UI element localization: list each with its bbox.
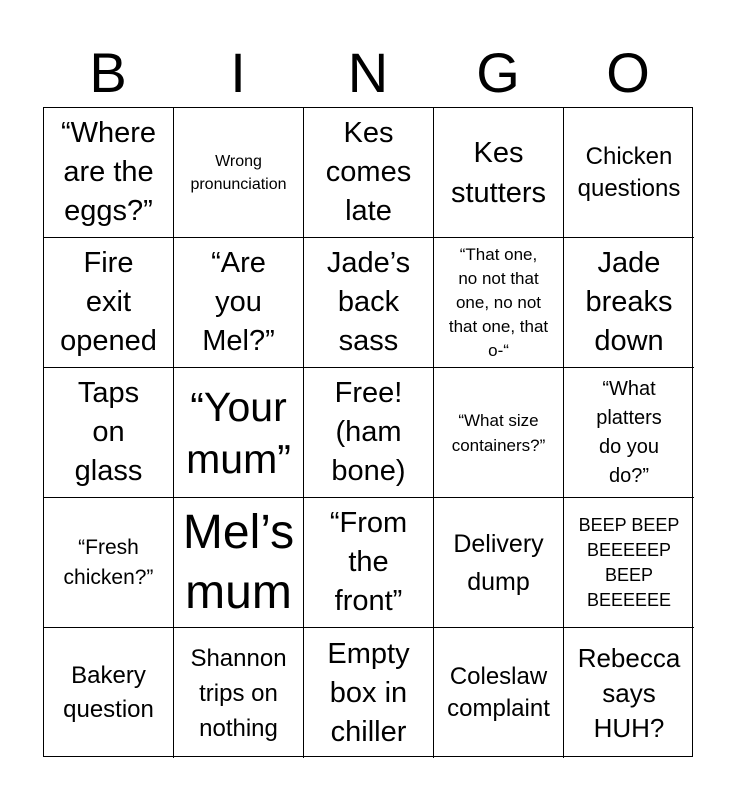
bingo-cell[interactable] [564, 368, 694, 498]
cell-text: Taps on glass [74, 377, 143, 487]
cell-text: “What size containers?” [451, 410, 546, 455]
bingo-cell[interactable] [564, 628, 694, 758]
cell-text: Kes stutters [450, 136, 547, 209]
cell-text: Jade’s back sass [326, 247, 411, 357]
bingo-cell[interactable] [44, 108, 174, 238]
cell-text: Kes comes late [325, 117, 412, 227]
cell-text: Delivery dump [453, 529, 544, 596]
cell-text: “Fresh chicken?” [63, 535, 154, 589]
cell-text: “From the front” [329, 507, 408, 617]
bingo-cell[interactable] [304, 498, 434, 628]
cell-text: Mel’s mum [182, 505, 295, 619]
bingo-cell[interactable] [434, 498, 564, 628]
cell-text: “What platters do you do?” [596, 377, 662, 487]
header-letter-g: G [476, 41, 520, 104]
bingo-cell[interactable] [304, 368, 434, 498]
header-letter-i: I [230, 41, 246, 104]
bingo-cell[interactable] [434, 628, 564, 758]
bingo-cell[interactable] [564, 238, 694, 368]
cell-text: BEEP BEEP BEEEEEP BEEP BEEEEEE [578, 514, 680, 610]
bingo-cell[interactable] [174, 498, 304, 628]
header-letter-o: O [606, 41, 650, 104]
cell-text: Bakery question [63, 662, 154, 723]
bingo-cell[interactable] [44, 368, 174, 498]
cell-text: Empty box in chiller [327, 637, 410, 748]
cell-text: Jade breaks down [585, 247, 673, 357]
bingo-grid [43, 107, 693, 757]
bingo-cell[interactable] [304, 628, 434, 758]
cell-text: Fire exit opened [60, 247, 157, 357]
cell-text: “That one, no not that one, no not that one, that o-“ [448, 244, 549, 360]
bingo-cell[interactable] [44, 498, 174, 628]
cell-text: Coleslaw complaint [447, 663, 550, 722]
bingo-cell[interactable] [44, 628, 174, 758]
cell-text: Shannon trips on nothing [190, 644, 287, 742]
bingo-header [43, 40, 693, 106]
header-letter-n: N [347, 41, 389, 104]
bingo-cell[interactable] [174, 238, 304, 368]
cell-text: Free! (ham bone) [331, 377, 406, 487]
bingo-cell[interactable] [434, 368, 564, 498]
cell-text: “Your mum” [186, 383, 291, 482]
bingo-cell[interactable] [304, 238, 434, 368]
cell-text: Wrong pronunciation [190, 152, 287, 193]
bingo-cell[interactable] [434, 108, 564, 238]
header-letter-b: B [89, 41, 127, 104]
bingo-cell[interactable] [174, 108, 304, 238]
cell-text: Chicken questions [577, 142, 681, 202]
bingo-cell[interactable] [564, 108, 694, 238]
bingo-cell[interactable] [564, 498, 694, 628]
bingo-cell[interactable] [44, 238, 174, 368]
bingo-cell[interactable] [174, 368, 304, 498]
cell-text: “Are you Mel?” [202, 247, 275, 357]
bingo-cell[interactable] [304, 108, 434, 238]
bingo-cell[interactable] [434, 238, 564, 368]
bingo-cell[interactable] [174, 628, 304, 758]
cell-text: “Where are the eggs?” [60, 117, 157, 227]
cell-text: Rebecca says HUH? [577, 642, 681, 743]
